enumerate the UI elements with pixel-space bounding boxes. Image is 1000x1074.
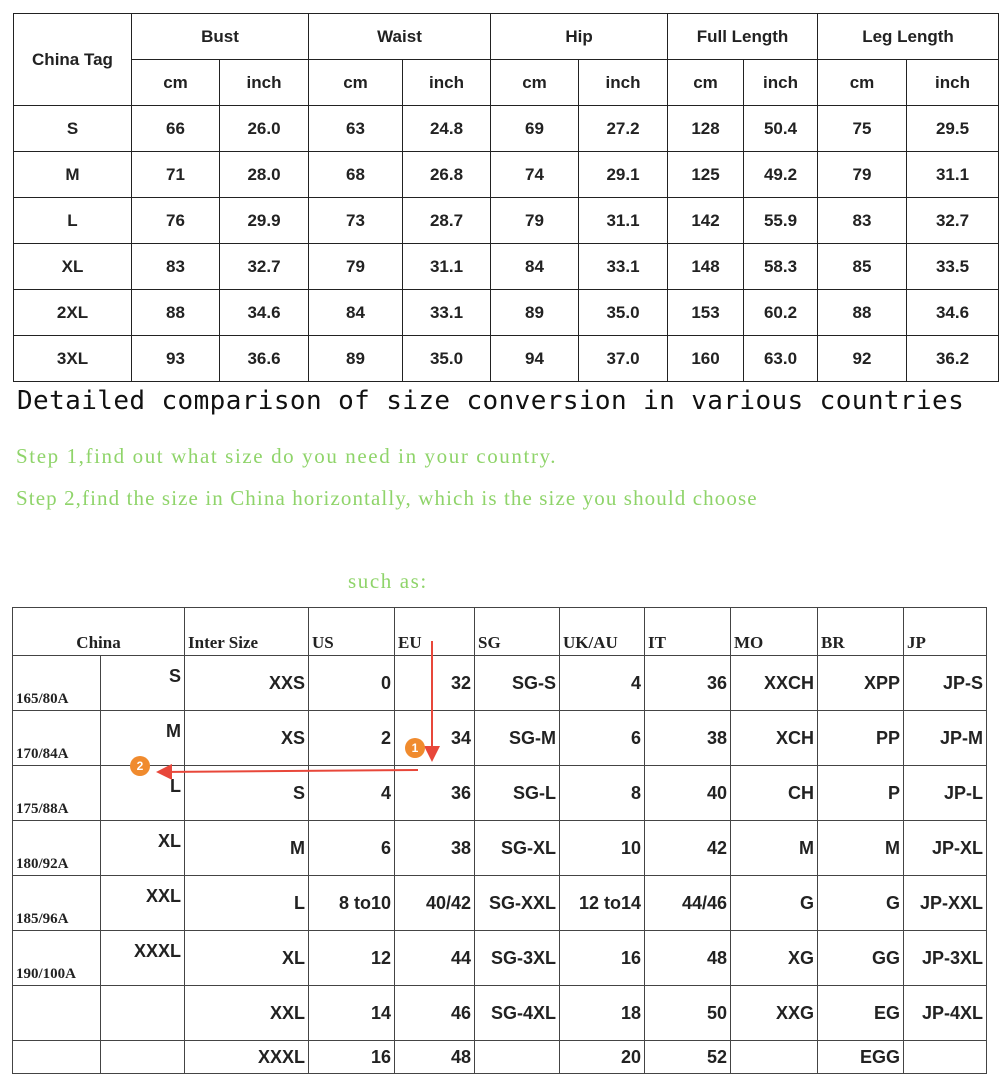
it-cell: 44/46 [645, 876, 731, 931]
measurement-cell: 84 [491, 244, 579, 290]
mo-cell: CH [731, 766, 818, 821]
measurement-cell: 37.0 [579, 336, 668, 382]
it-cell: 50 [645, 986, 731, 1041]
br-cell: G [818, 876, 904, 931]
conversion-header-row [13, 608, 987, 656]
mo-cell: M [731, 821, 818, 876]
measurement-cell: 34.6 [220, 290, 309, 336]
br-cell: EG [818, 986, 904, 1041]
jp-cell: JP-M [904, 711, 987, 766]
sg-cell: SG-XL [475, 821, 560, 876]
mo-cell: XG [731, 931, 818, 986]
eu-cell: 46 [395, 986, 475, 1041]
measurement-cell: 76 [132, 198, 220, 244]
measurement-cell: 83 [132, 244, 220, 290]
size-chart-row [14, 290, 999, 336]
china-letter-cell: S [101, 656, 185, 711]
unit-header-cm: cm [668, 60, 744, 106]
header-inter-size: Inter Size [185, 608, 309, 656]
jp-cell: JP-S [904, 656, 987, 711]
china-tag-cell: L [14, 198, 132, 244]
china-measure-cell [13, 986, 101, 1041]
inter-size-cell: L [185, 876, 309, 931]
measurement-cell: 29.5 [907, 106, 999, 152]
measurement-cell: 93 [132, 336, 220, 382]
unit-header-inch: inch [579, 60, 668, 106]
header-uk-au: UK/AU [560, 608, 645, 656]
header-us: US [309, 608, 395, 656]
measurement-cell: 71 [132, 152, 220, 198]
china-tag-cell: S [14, 106, 132, 152]
us-cell: 4 [309, 766, 395, 821]
mo-cell: XXCH [731, 656, 818, 711]
mo-cell: G [731, 876, 818, 931]
us-cell: 2 [309, 711, 395, 766]
size-conversion-body [13, 608, 987, 1074]
unit-header-inch: inch [220, 60, 309, 106]
conversion-row [13, 766, 987, 821]
it-cell: 52 [645, 1041, 731, 1074]
measurement-cell: 74 [491, 152, 579, 198]
unit-header-cm: cm [309, 60, 403, 106]
step-2-badge: 2 [130, 756, 150, 776]
sg-cell: SG-L [475, 766, 560, 821]
sg-cell: SG-3XL [475, 931, 560, 986]
measurement-cell: 31.1 [403, 244, 491, 290]
measurement-cell: 66 [132, 106, 220, 152]
size-chart-row [14, 106, 999, 152]
header-it: IT [645, 608, 731, 656]
uk-au-cell: 10 [560, 821, 645, 876]
size-chart-group-header-row [14, 14, 999, 60]
china-measure-cell: 165/80A [13, 656, 101, 711]
such-as-label: such as: [348, 569, 428, 593]
it-cell: 48 [645, 931, 731, 986]
china-letter-cell: XXXL [101, 931, 185, 986]
br-cell: XPP [818, 656, 904, 711]
jp-cell: JP-L [904, 766, 987, 821]
size-chart-row [14, 198, 999, 244]
sg-cell: SG-M [475, 711, 560, 766]
china-letter-cell [101, 1041, 185, 1074]
inter-size-cell: XXL [185, 986, 309, 1041]
size-conversion-table [12, 607, 987, 1074]
eu-cell: 34 [395, 711, 475, 766]
measurement-cell: 79 [818, 152, 907, 198]
jp-cell: JP-4XL [904, 986, 987, 1041]
uk-au-cell: 4 [560, 656, 645, 711]
us-cell: 8 to10 [309, 876, 395, 931]
measurement-cell: 27.2 [579, 106, 668, 152]
it-cell: 38 [645, 711, 731, 766]
br-cell: M [818, 821, 904, 876]
measurement-cell: 89 [491, 290, 579, 336]
eu-cell: 40/42 [395, 876, 475, 931]
china-measure-cell: 175/88A [13, 766, 101, 821]
mo-cell: XCH [731, 711, 818, 766]
conversion-row [13, 656, 987, 711]
size-chart-table [13, 13, 999, 382]
sg-cell: SG-XXL [475, 876, 560, 931]
uk-au-cell: 8 [560, 766, 645, 821]
china-measure-cell [13, 1041, 101, 1074]
measurement-cell: 92 [818, 336, 907, 382]
measurement-cell: 63 [309, 106, 403, 152]
china-letter-cell: XXL [101, 876, 185, 931]
china-letter-cell [101, 986, 185, 1041]
china-tag-cell: XL [14, 244, 132, 290]
measurement-cell: 85 [818, 244, 907, 290]
unit-header-cm: cm [818, 60, 907, 106]
measurement-cell: 35.0 [403, 336, 491, 382]
eu-cell: 44 [395, 931, 475, 986]
measurement-cell: 33.1 [579, 244, 668, 290]
measurement-cell: 79 [491, 198, 579, 244]
measurement-cell: 69 [491, 106, 579, 152]
jp-cell: JP-XXL [904, 876, 987, 931]
china-measure-cell: 170/84A [13, 711, 101, 766]
measurement-cell: 32.7 [220, 244, 309, 290]
jp-cell [904, 1041, 987, 1074]
conversion-row [13, 986, 987, 1041]
header-china: China [13, 608, 185, 656]
header-jp: JP [904, 608, 987, 656]
measurement-cell: 68 [309, 152, 403, 198]
china-letter-cell: L [101, 766, 185, 821]
br-cell: EGG [818, 1041, 904, 1074]
us-cell: 16 [309, 1041, 395, 1074]
us-cell: 0 [309, 656, 395, 711]
measurement-cell: 125 [668, 152, 744, 198]
sg-cell: SG-4XL [475, 986, 560, 1041]
measurement-cell: 33.1 [403, 290, 491, 336]
group-header-bust: Bust [132, 14, 309, 60]
measurement-cell: 83 [818, 198, 907, 244]
us-cell: 14 [309, 986, 395, 1041]
header-br: BR [818, 608, 904, 656]
measurement-cell: 36.6 [220, 336, 309, 382]
measurement-cell: 89 [309, 336, 403, 382]
step-1-badge: 1 [405, 738, 425, 758]
inter-size-cell: XXXL [185, 1041, 309, 1074]
measurement-cell: 31.1 [907, 152, 999, 198]
group-header-full-length: Full Length [668, 14, 818, 60]
mo-cell: XXG [731, 986, 818, 1041]
measurement-cell: 153 [668, 290, 744, 336]
measurement-cell: 36.2 [907, 336, 999, 382]
measurement-cell: 55.9 [744, 198, 818, 244]
china-tag-cell: 3XL [14, 336, 132, 382]
sg-cell [475, 1041, 560, 1074]
measurement-cell: 88 [818, 290, 907, 336]
br-cell: GG [818, 931, 904, 986]
measurement-cell: 79 [309, 244, 403, 290]
eu-cell: 32 [395, 656, 475, 711]
br-cell: P [818, 766, 904, 821]
unit-header-inch: inch [403, 60, 491, 106]
unit-header-cm: cm [132, 60, 220, 106]
china-measure-cell: 180/92A [13, 821, 101, 876]
eu-cell: 38 [395, 821, 475, 876]
uk-au-cell: 18 [560, 986, 645, 1041]
size-chart-row [14, 152, 999, 198]
measurement-cell: 26.8 [403, 152, 491, 198]
unit-header-cm: cm [491, 60, 579, 106]
inter-size-cell: M [185, 821, 309, 876]
measurement-cell: 50.4 [744, 106, 818, 152]
measurement-cell: 88 [132, 290, 220, 336]
unit-header-inch: inch [907, 60, 999, 106]
conversion-row [13, 931, 987, 986]
measurement-cell: 28.7 [403, 198, 491, 244]
measurement-cell: 75 [818, 106, 907, 152]
china-letter-cell: M [101, 711, 185, 766]
unit-header-inch: inch [744, 60, 818, 106]
header-eu: EU [395, 608, 475, 656]
header-sg: SG [475, 608, 560, 656]
measurement-cell: 26.0 [220, 106, 309, 152]
eu-cell: 36 [395, 766, 475, 821]
sg-cell: SG-S [475, 656, 560, 711]
uk-au-cell: 12 to14 [560, 876, 645, 931]
measurement-cell: 128 [668, 106, 744, 152]
conversion-row [13, 876, 987, 931]
us-cell: 12 [309, 931, 395, 986]
measurement-cell: 58.3 [744, 244, 818, 290]
measurement-cell: 84 [309, 290, 403, 336]
conversion-row [13, 821, 987, 876]
size-chart-row [14, 244, 999, 290]
group-header-hip: Hip [491, 14, 668, 60]
china-tag-cell: M [14, 152, 132, 198]
measurement-cell: 63.0 [744, 336, 818, 382]
it-cell: 36 [645, 656, 731, 711]
it-cell: 40 [645, 766, 731, 821]
measurement-cell: 29.9 [220, 198, 309, 244]
measurement-cell: 160 [668, 336, 744, 382]
measurement-cell: 33.5 [907, 244, 999, 290]
br-cell: PP [818, 711, 904, 766]
measurement-cell: 29.1 [579, 152, 668, 198]
measurement-cell: 32.7 [907, 198, 999, 244]
measurement-cell: 142 [668, 198, 744, 244]
measurement-cell: 148 [668, 244, 744, 290]
measurement-cell: 60.2 [744, 290, 818, 336]
comparison-heading: Detailed comparison of size conversion in various countries [17, 386, 965, 416]
china-measure-cell: 190/100A [13, 931, 101, 986]
measurement-cell: 24.8 [403, 106, 491, 152]
size-chart-body [14, 14, 999, 382]
step-2-text: Step 2,find the size in China horizontally, which is the size you should choose [16, 486, 758, 510]
china-tag-cell: 2XL [14, 290, 132, 336]
conversion-row [13, 1041, 987, 1074]
inter-size-cell: XS [185, 711, 309, 766]
us-cell: 6 [309, 821, 395, 876]
inter-size-cell: XL [185, 931, 309, 986]
size-chart-unit-header-row [14, 60, 999, 106]
group-header-waist: Waist [309, 14, 491, 60]
inter-size-cell: XXS [185, 656, 309, 711]
step-1-text: Step 1,find out what size do you need in your country. [16, 444, 558, 468]
jp-cell: JP-XL [904, 821, 987, 876]
china-letter-cell: XL [101, 821, 185, 876]
china-tag-header: China Tag [14, 14, 132, 106]
mo-cell [731, 1041, 818, 1074]
jp-cell: JP-3XL [904, 931, 987, 986]
measurement-cell: 28.0 [220, 152, 309, 198]
header-mo: MO [731, 608, 818, 656]
china-measure-cell: 185/96A [13, 876, 101, 931]
measurement-cell: 34.6 [907, 290, 999, 336]
measurement-cell: 49.2 [744, 152, 818, 198]
uk-au-cell: 16 [560, 931, 645, 986]
measurement-cell: 73 [309, 198, 403, 244]
conversion-row [13, 711, 987, 766]
uk-au-cell: 20 [560, 1041, 645, 1074]
measurement-cell: 35.0 [579, 290, 668, 336]
it-cell: 42 [645, 821, 731, 876]
size-chart-row [14, 336, 999, 382]
inter-size-cell: S [185, 766, 309, 821]
eu-cell: 48 [395, 1041, 475, 1074]
measurement-cell: 31.1 [579, 198, 668, 244]
uk-au-cell: 6 [560, 711, 645, 766]
group-header-leg-length: Leg Length [818, 14, 999, 60]
measurement-cell: 94 [491, 336, 579, 382]
